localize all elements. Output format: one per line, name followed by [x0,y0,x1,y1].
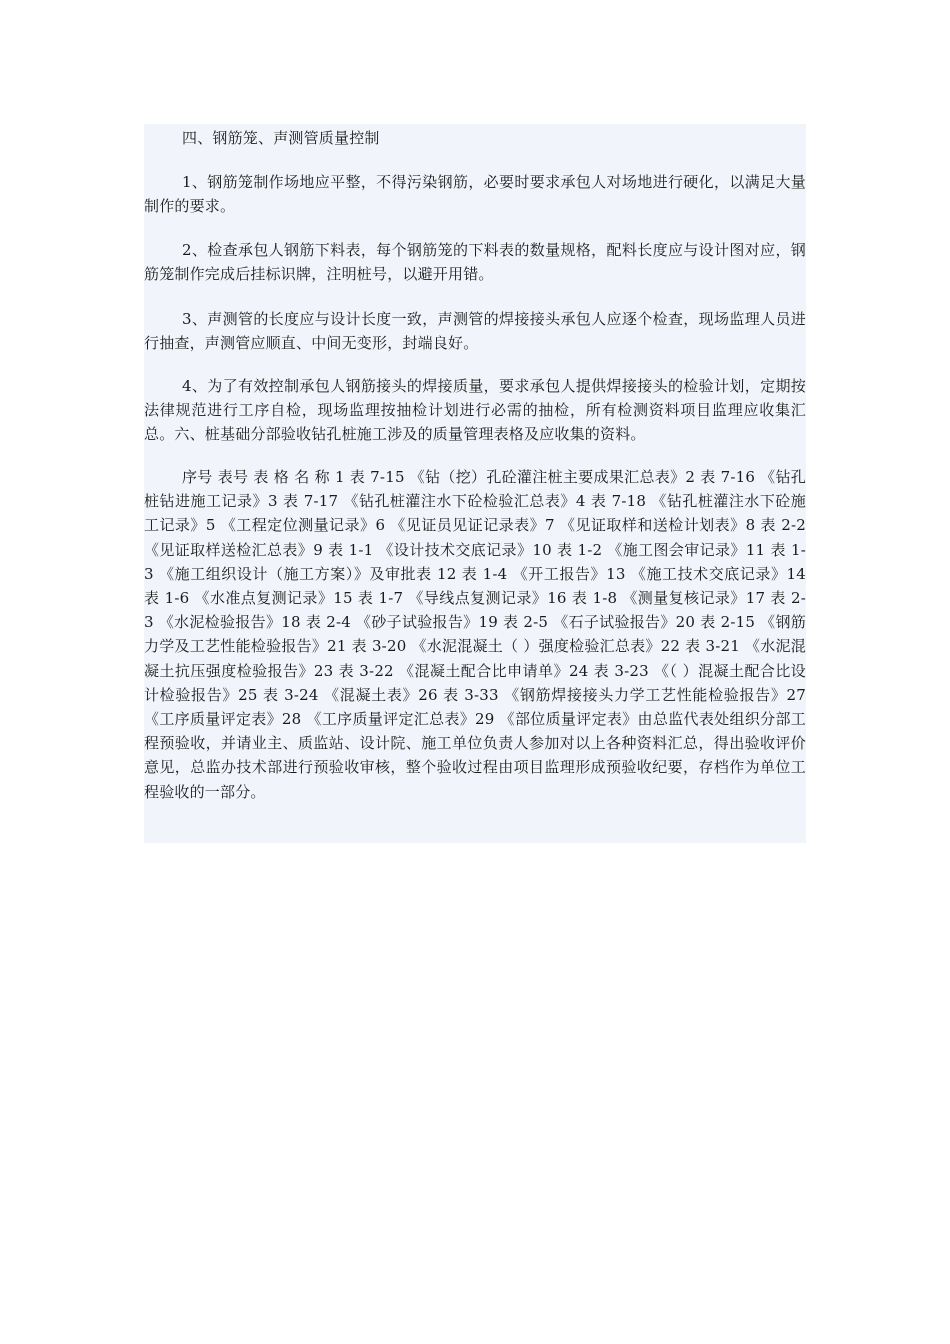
document-content-block [144,124,806,843]
paragraph-4: 4、为了有效控制承包人钢筋接头的焊接质量，要求承包人提供焊接接头的检验计划，定期按法律规范进行工序自检，现场监理按抽检计划进行必需的抽检，所有检测资料项目监理应收集汇总。六、桩基础分部验收钻孔桩施工涉及的质量管理表格及应收集的资料。 [144,377,806,443]
paragraph-3: 3、声测管的长度应与设计长度一致，声测管的焊接接头承包人应逐个检查，现场监理人员进行抽查，声测管应顺直、中间无变形，封端良好。 [144,310,806,352]
section-heading: 四、钢筋笼、声测管质量控制 [182,129,380,147]
paragraph-1: 1、钢筋笼制作场地应平整，不得污染钢筋，必要时要求承包人对场地进行硬化，以满足大量制作的要求。 [144,173,806,215]
paragraph-2: 2、检查承包人钢筋下料表，每个钢筋笼的下料表的数量规格，配料长度应与设计图对应，钢筋笼制作完成后挂标识牌，注明桩号，以避开用错。 [144,241,806,283]
form-list-paragraph: 序号 表号 表 格 名 称 1 表 7-15 《钻（挖）孔砼灌注桩主要成果汇总表》2 表 7-16 《钻孔桩钻进施工记录》3 表 7-17 《钻孔桩灌注水下砼检验汇总表》4 表 7-18 《钻孔桩灌注水下砼施工记录》5 《工程定位测量记录》6 《见证员见证记录表》7 《见证取样和送检计划表》8 表 2-2 《见证取样送检汇总表》9 表 1-1 《设计技术交底记录》10 表 1-2 《施工图会审记录》11 表 1-3 《施工组织设计（施工方案）》及审批表 12 表 1-4 《开工报告》13 《施工技术交底记录》14 表 1-6 《水准点复测记录》15 表 1-7 《导线点复测记录》16 表 1-8 《测量复核记录》17 表 2-3 《水泥检验报告》18 表 2-4 《砂子试验报告》19 表 2-5 《石子试验报告》20 表 2-15 《钢筋力学及工艺性能检验报告》21 表 3-20 《水泥混凝土（ ）强度检验汇总表》22 表 3-21 《水泥混凝土抗压强度检验报告》23 表 3-22 《混凝土配合比申请单》24 表 3-23 《（ ）混凝土配合比设计检验报告》25 表 3-24 《混凝土表》26 表 3-33 《钢筋焊接接头力学工艺性能检验报告》27 《工序质量评定表》28 《工序质量评定汇总表》29 《部位质量评定表》由总监代表处组织分部工程预验收，并请业主、质监站、设计院、施工单位负责人参加对以上各种资料汇总，得出验收评价意见，总监办技术部进行预验收审核，整个验收过程由项目监理形成预验收纪要，存档作为单位工程验收的一部分。 [144,468,806,801]
